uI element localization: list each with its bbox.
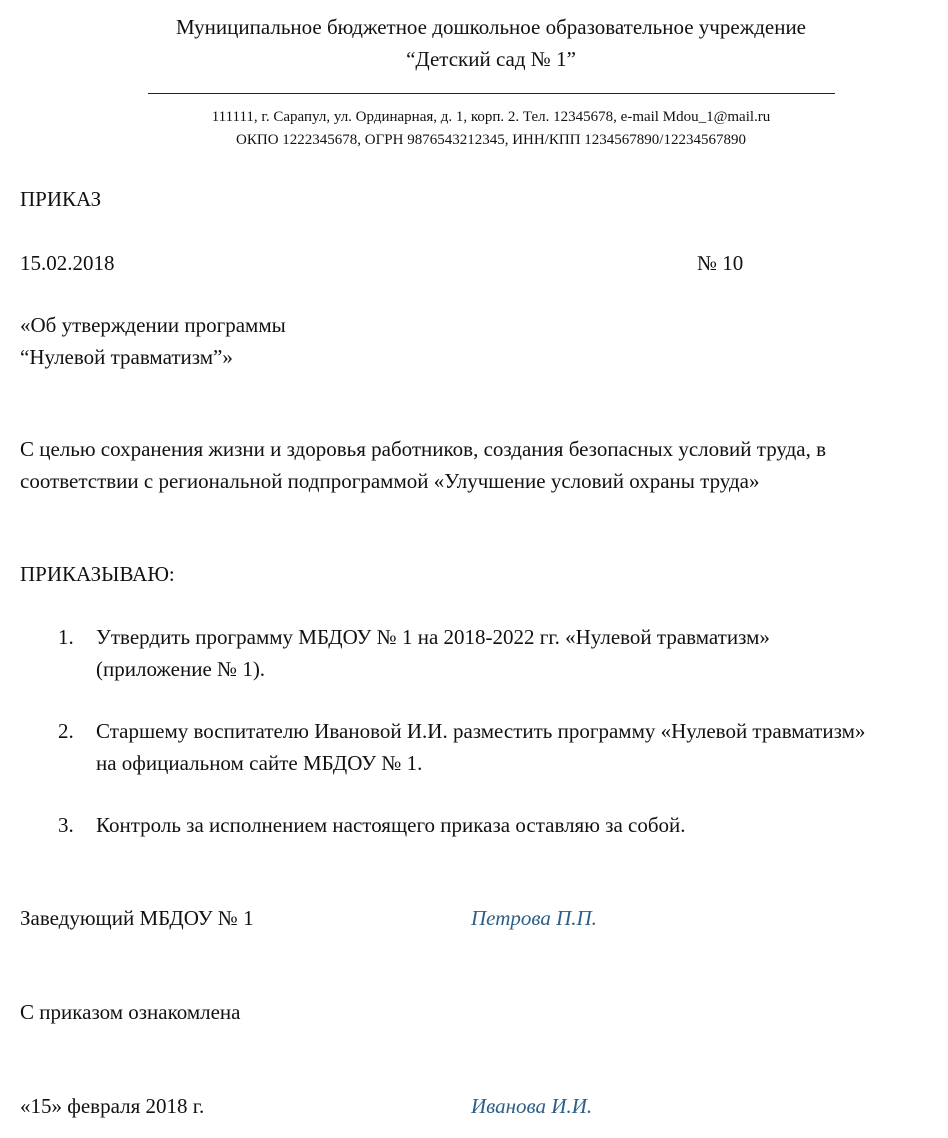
list-item-text-line1: Контроль за исполнением настоящего приказа оставляю за собой. [96,813,686,837]
header-divider [148,93,835,94]
contact-info-line1: 111111, г. Сарапул, ул. Ординарная, д. 1, корп. 2. Тел. 12345678, e-mail Mdou_1@mail.ru [211,109,771,125]
document-type: ПРИКАЗ [20,187,102,211]
list-item-number: 2. [58,719,74,743]
list-item-number: 1. [58,625,74,649]
subject-line1: «Об утверждении программы [20,313,286,337]
acknowledged-label: С приказом ознакомлена [20,1000,241,1024]
head-title: Заведующий МБДОУ № 1 [20,906,254,930]
preamble-line1: С целью сохранения жизни и здоровья работников, создания безопасных условий труда, в [20,437,827,461]
document-number: № 10 [697,251,744,275]
acknowledgement-date: «15» февраля 2018 г. [20,1094,205,1118]
list-item-number: 3. [58,813,74,837]
list-item-text-line2: (приложение № 1). [96,657,266,681]
subject-line2: “Нулевой травматизм”» [20,345,233,369]
acknowledgement-signature: Иванова И.И. [471,1094,593,1118]
organization-name-line1: Муниципальное бюджетное дошкольное образовательное учреждение [176,15,806,39]
list-item-text-line2: на официальном сайте МБДОУ № 1. [96,751,423,775]
preamble-line2: соответствии с региональной подпрограммой «Улучшение условий охраны труда» [20,469,760,493]
organization-name-line2: “Детский сад № 1” [406,47,576,71]
list-item-text-line1: Старшему воспитателю Ивановой И.И. разместить программу «Нулевой травматизм» [96,719,866,743]
order-heading: ПРИКАЗЫВАЮ: [20,562,175,586]
head-signature: Петрова П.П. [471,906,597,930]
contact-info-line2: ОКПО 1222345678, ОГРН 9876543212345, ИНН/КПП 1234567890/12234567890 [236,132,746,148]
document-date: 15.02.2018 [20,251,115,275]
list-item-text-line1: Утвердить программу МБДОУ № 1 на 2018-2022 гг. «Нулевой травматизм» [96,625,770,649]
